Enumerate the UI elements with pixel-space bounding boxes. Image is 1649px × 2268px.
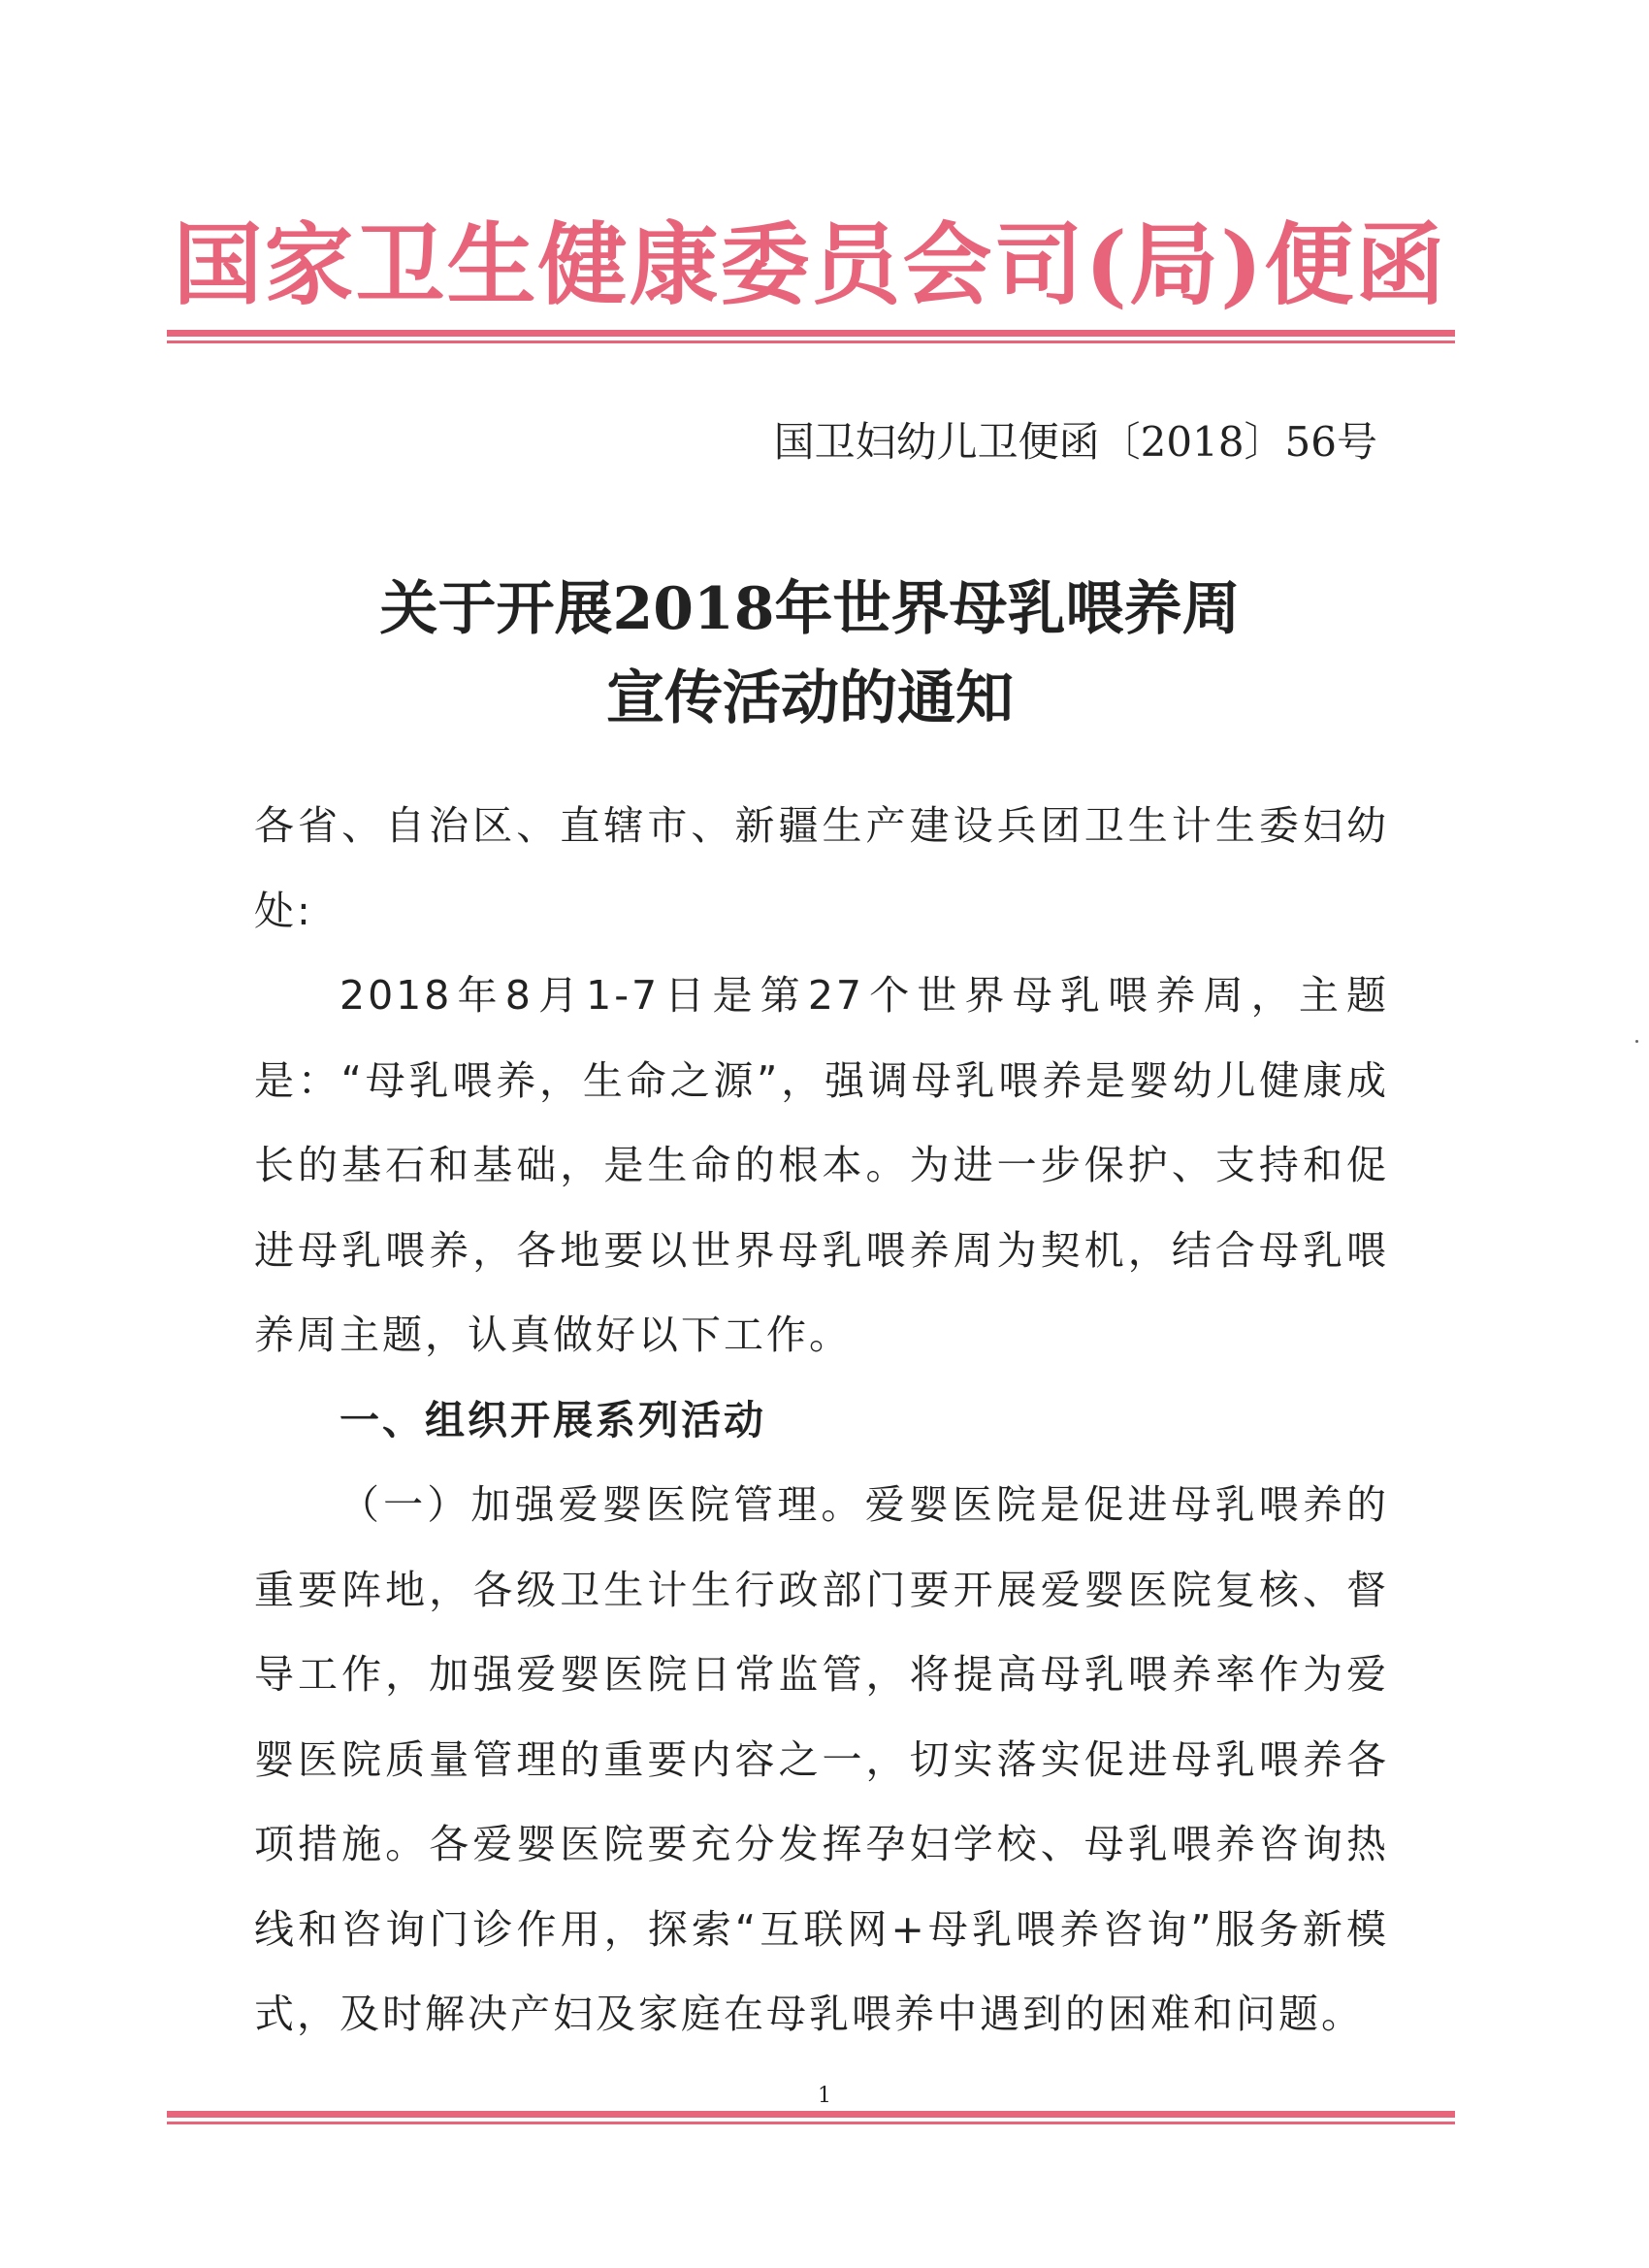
document-title <box>165 565 1455 743</box>
title-line-1: 关于开展2018年世界母乳喂养周 <box>379 575 1241 643</box>
rule-thin-line <box>167 340 1455 343</box>
item-1-text: 爱婴医院是促进母乳喂养的重要阵地，各级卫生计生行政部门要开展爱婴医院复核、督导工作，加强爱婴医院日常监管，将提高母乳喂养率作为爱婴医院质量管理的重要内容之一，切实落实促进母乳喂养各项措施。各爱婴医院要充分发挥孕妇学校、母乳喂养咨询热线和咨询门诊作用，探索“互联网+母乳喂养咨询”服务新模式，及时解决产妇及家庭在母乳喂养中遇到的困难和问题。 <box>254 1481 1390 2037</box>
rule-thick-line <box>167 2111 1455 2118</box>
rule-thin-line <box>167 2122 1455 2124</box>
document-body <box>254 784 1389 2057</box>
page-number: 1 <box>818 2084 831 2108</box>
rule-thick-line <box>167 330 1455 337</box>
title-line-2: 宣传活动的通知 <box>606 664 1014 732</box>
letterhead-red-rule <box>167 330 1455 343</box>
paragraph-intro: 2018年8月1-7日是第27个世界母乳喂养周，主题是：“母乳喂养，生命之源”，强调母乳喂养是婴幼儿健康成长的基石和基础，是生命的根本。为进一步保护、支持和促进母乳喂养，各地要以世界母乳喂养周为契机，结合母乳喂养周主题，认真做好以下工作。 <box>254 972 1389 1358</box>
item-1-label: （一）加强爱婴医院管理。 <box>340 1481 865 1528</box>
footer-red-rule <box>167 2111 1455 2124</box>
document-number: 国卫妇幼儿卫便函〔2018〕56号 <box>773 418 1377 466</box>
letterhead-title: 国家卫生健康委员会司(局)便函 <box>173 212 1447 317</box>
paragraph-item-1 <box>254 1463 1389 2057</box>
recipient-line: 各省、自治区、直辖市、新疆生产建设兵团卫生计生委妇幼处: <box>254 802 1389 934</box>
scan-speck <box>1635 1040 1638 1043</box>
section-heading-1: 一、组织开展系列活动 <box>340 1396 766 1443</box>
